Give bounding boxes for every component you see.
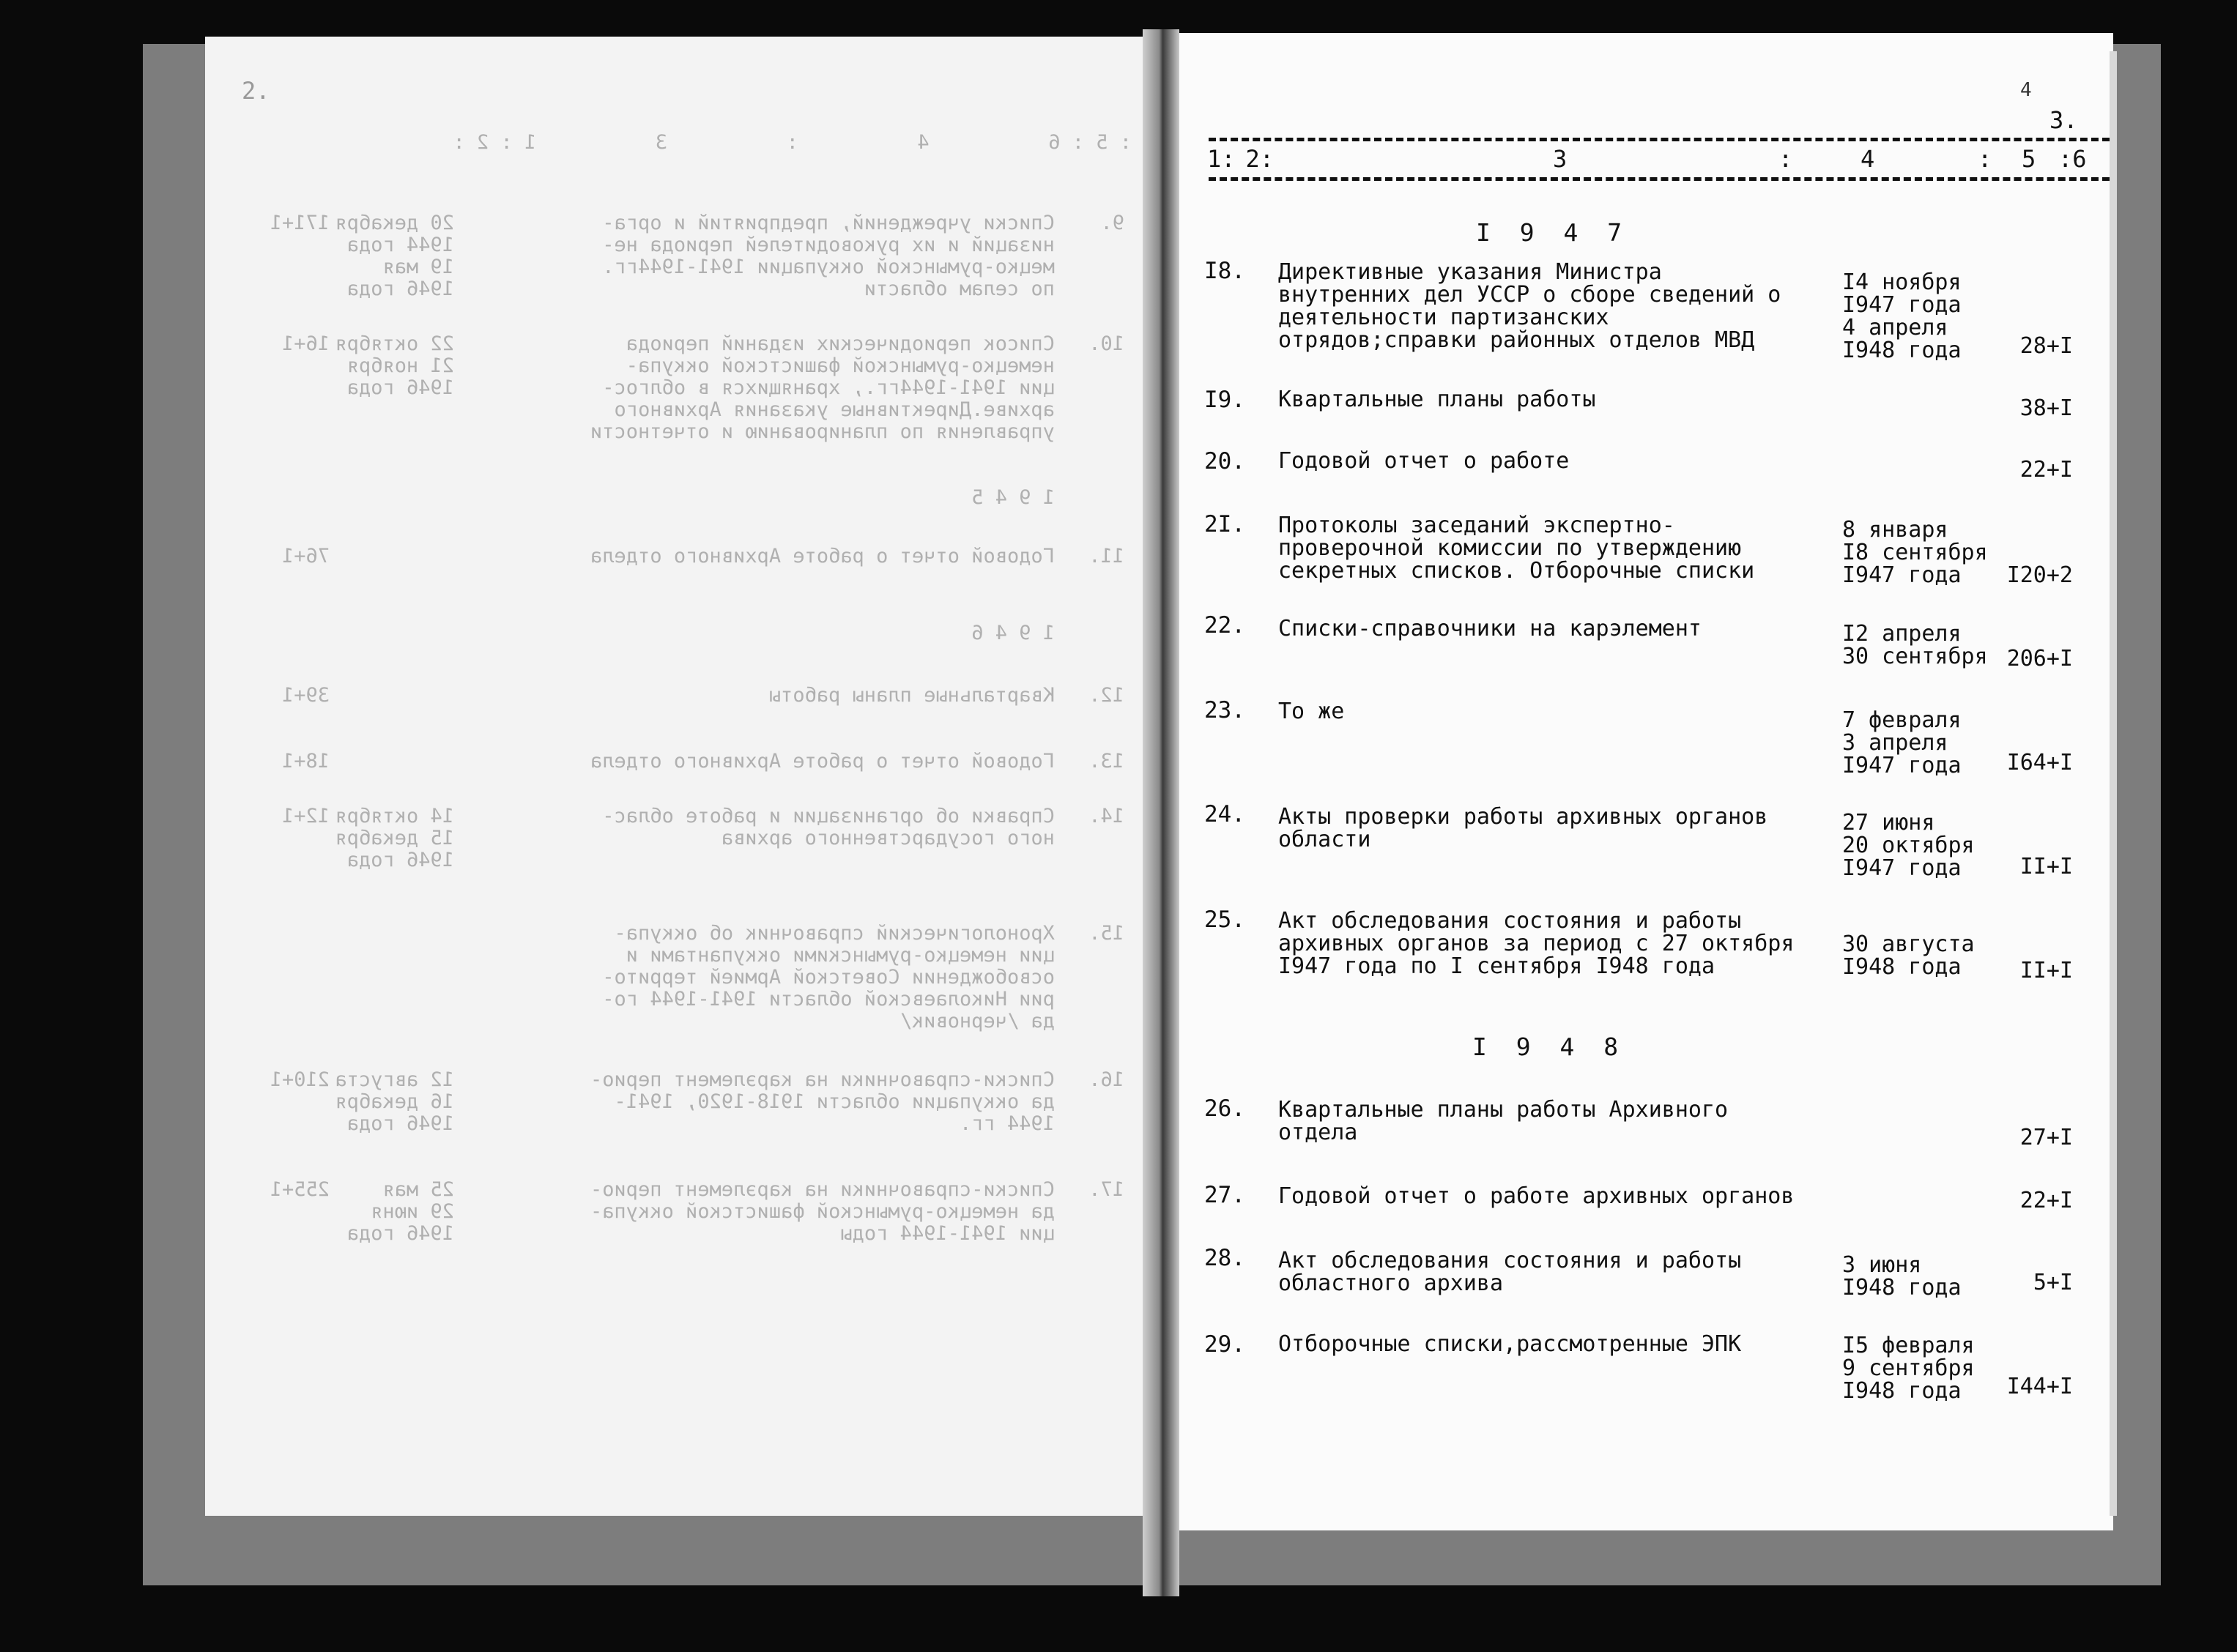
column-header-3: 3 <box>1553 145 1568 173</box>
year-heading: I 9 4 8 <box>1472 1032 1626 1061</box>
row-dates: I2 апреля 30 сентября <box>1842 621 1988 669</box>
bleed-row-dates: 12 августа 16 декабря 1946 года <box>335 1068 454 1135</box>
row-number: 2I. <box>1204 511 1245 537</box>
row-number: 25. <box>1204 907 1245 933</box>
row-dates: 30 августа I948 года <box>1842 931 1975 980</box>
bleed-row-number: 9. <box>1100 212 1124 234</box>
row-sheets: 27+I <box>2019 1125 2073 1150</box>
bleed-row-sheets: 39+1 <box>281 684 330 707</box>
column-header-row: 1: 2: <box>1207 145 1275 173</box>
row-title: Годовой отчет о работе архивных органов <box>1278 1183 1795 1209</box>
bleed-row-title: Годовой отчет о работе Архивного отдела <box>590 545 1055 568</box>
book-spine <box>1143 29 1179 1596</box>
row-sheets: 22+I <box>2019 457 2073 483</box>
right-page-number: 3. <box>2049 106 2078 134</box>
row-number: 22. <box>1204 612 1245 639</box>
right-page <box>1176 33 2113 1530</box>
row-title: Списки-справочники на карэлемент <box>1278 616 1702 641</box>
column-sep: : <box>1778 145 1793 173</box>
row-dates: I4 ноября I947 года 4 апреля I948 года <box>1842 269 1962 363</box>
bleed-row-title: 1 9 4 6 <box>971 622 1055 644</box>
row-sheets: I44+I <box>2006 1374 2073 1399</box>
bleed-row-number: 14. <box>1088 805 1124 827</box>
column-header-4: 4 <box>1861 145 1875 173</box>
row-title: Директивные указания Министра внутренних дел УССР о сборе сведений о деятельности партизанских отрядов;справки районных отделов МВД <box>1278 259 1781 353</box>
row-dates: 7 февраля 3 апреля I947 года <box>1842 707 1962 778</box>
left-page-header: : 5 : 6 4 : 3 1 : 2 : <box>453 131 1132 154</box>
row-title: Квартальные планы работы <box>1278 387 1596 412</box>
bleed-row-title: Хронологический справочник об оккупа- ции немецко-румынскими оккупантами и освобождении Советской Армией террито- рии Николаевской области 1941-1944 го- да /черновик/ <box>602 922 1055 1032</box>
column-header-6: :6 <box>2058 145 2087 173</box>
bleed-row-number: 11. <box>1088 545 1124 568</box>
bleed-row-title: Списки-справочники на карэлемент перио- да оккупации области 1918-1920, 1941- 1944 гг. <box>590 1068 1055 1135</box>
row-dates: I5 февраля 9 сентября I948 года <box>1842 1333 1975 1404</box>
row-number: 23. <box>1204 697 1245 723</box>
bleed-row-number: 16. <box>1088 1068 1124 1091</box>
bleed-row-dates: 14 октября 15 декабря 1946 года <box>335 805 454 871</box>
bleed-row-title: Списки учреждений, предприятий и орга- низаций и их руководителей периода не- мецко-румынской оккупации 1941-1944гг. по селам области <box>602 212 1055 300</box>
row-dates: 3 июня I948 года <box>1842 1252 1962 1301</box>
row-title: Протоколы заседаний экспертно-проверочной комиссии по утверждению секретных списков. Отборочные списки <box>1278 513 1755 584</box>
bleed-row-dates: 22 октября 21 ноября 1946 года <box>335 332 454 399</box>
header-bottom-rule <box>1209 177 2110 181</box>
year-heading: I 9 4 7 <box>1476 218 1630 247</box>
bleed-row-title: Годовой отчет о работе Архивного отдела <box>590 750 1055 773</box>
row-title: Акт обследования состояния и работы архивных органов за период с 27 октября I947 года по I сентября I948 года <box>1278 908 1795 979</box>
bleed-row-number: 12. <box>1088 684 1124 707</box>
row-sheets: II+I <box>2019 958 2073 983</box>
bleed-row-number: 13. <box>1088 750 1124 773</box>
archive-sheet-mark: 4 <box>2020 79 2032 101</box>
row-title: Акт обследования состояния и работы областного архива <box>1278 1248 1742 1296</box>
bleed-row-sheets: 210+1 <box>270 1068 330 1091</box>
column-sep: : <box>1978 145 1992 173</box>
bleed-row-dates: 20 декабря 1944 года 19 мая 1946 года <box>335 212 454 300</box>
row-dates: 27 июня 20 октября I947 года <box>1842 810 1975 881</box>
row-number: 29. <box>1204 1331 1245 1358</box>
bleed-row-number: 15. <box>1088 922 1124 945</box>
bleed-row-sheets: 255+1 <box>270 1178 330 1201</box>
row-title: Годовой отчет о работе <box>1278 448 1570 474</box>
bleed-row-number: 10. <box>1088 332 1124 355</box>
row-number: 24. <box>1204 801 1245 827</box>
row-title: Отборочные списки,рассмотренные ЭПК <box>1278 1331 1742 1357</box>
row-sheets: 28+I <box>2019 333 2073 359</box>
page-edge <box>2110 51 2117 1516</box>
row-title: Акты проверки работы архивных органов области <box>1278 804 1768 852</box>
row-sheets: II+I <box>2019 854 2073 879</box>
row-dates: 8 января I8 сентября I947 года <box>1842 517 1988 588</box>
column-header-5: 5 <box>2022 145 2036 173</box>
bleed-row-title: Справки об организации и работе облас- ного государственного архива <box>602 805 1055 849</box>
bleed-row-dates: 25 мая 29 июня 1946 года <box>346 1178 454 1245</box>
row-sheets: I20+2 <box>2006 562 2073 588</box>
header-top-rule <box>1209 138 2110 141</box>
bleed-row-title: Список периодических изданий периода немецко-румынской фашистской оккупа- ции 1941-1944гг., хранящихся в облгос- архиве.Директивные указания Архивного управления по планированию и отчетности <box>590 332 1055 443</box>
row-number: I8. <box>1204 258 1245 284</box>
row-number: 27. <box>1204 1182 1245 1208</box>
row-number: 20. <box>1204 448 1245 475</box>
row-title: То же <box>1278 699 1345 724</box>
bleed-row-title: 1 9 4 5 <box>971 486 1055 509</box>
bleed-row-number: 17. <box>1088 1178 1124 1201</box>
bleed-row-sheets: 12+1 <box>281 805 330 827</box>
row-number: I9. <box>1204 387 1245 413</box>
row-sheets: 5+I <box>2033 1270 2073 1295</box>
row-number: 28. <box>1204 1245 1245 1271</box>
row-sheets: 38+I <box>2019 395 2073 421</box>
bleed-row-sheets: 16+1 <box>281 332 330 355</box>
row-sheets: 22+I <box>2019 1188 2073 1213</box>
row-sheets: 206+I <box>2006 646 2073 671</box>
bleed-row-sheets: 171+1 <box>270 212 330 234</box>
row-sheets: I64+I <box>2006 750 2073 775</box>
row-number: 26. <box>1204 1095 1245 1122</box>
bleed-row-title: Списки-справочники на карэлемент перио- да немецко-румынской фашистской оккупа- ции 1941-1944 годы <box>590 1178 1055 1245</box>
left-page-number: 2. <box>242 77 270 105</box>
bleed-row-sheets: 76+1 <box>281 545 330 568</box>
bleed-row-title: Квартальные планы работы <box>768 684 1055 707</box>
bleed-row-sheets: 18+1 <box>281 750 330 773</box>
row-title: Квартальные планы работы Архивного отдела <box>1278 1097 1729 1145</box>
